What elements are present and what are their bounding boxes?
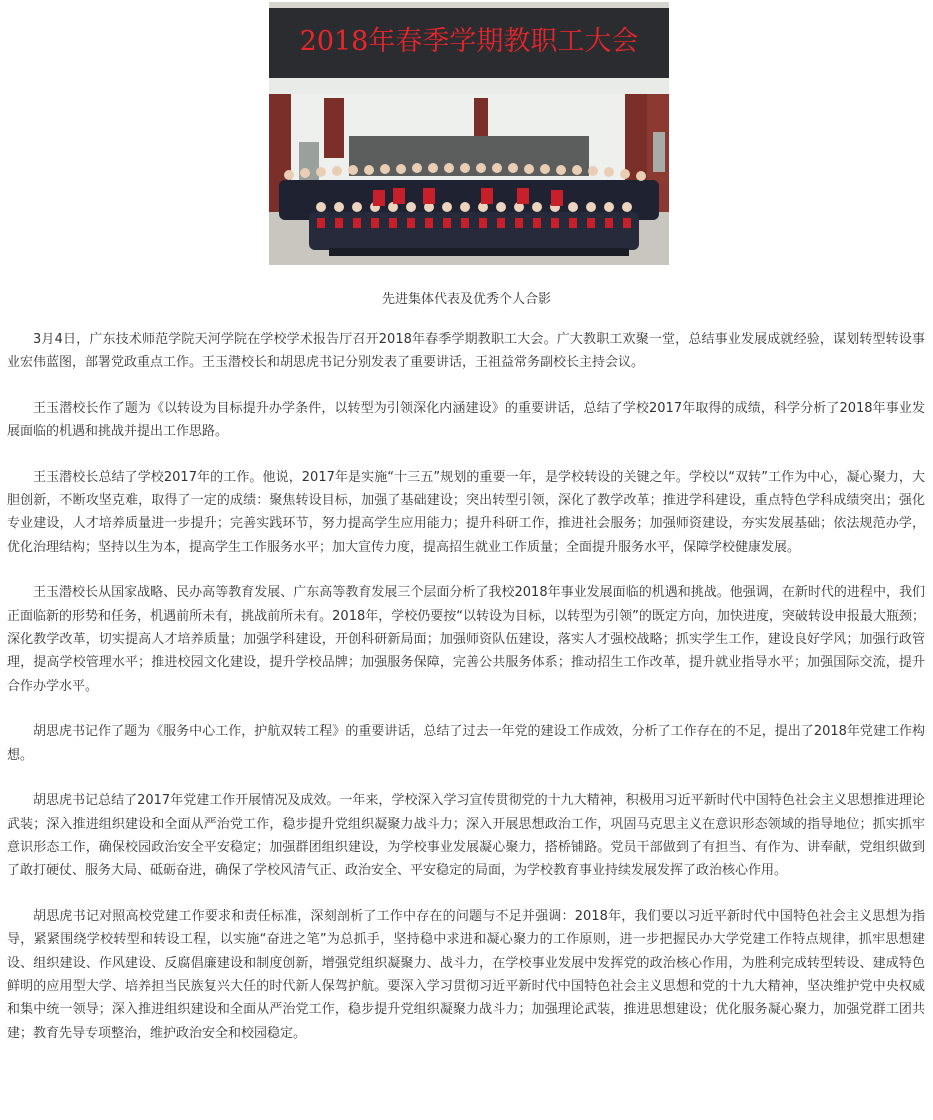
article-body	[7, 328, 925, 1067]
banner-text: 2018年春季学期教职工大会	[299, 26, 639, 57]
photo-caption: 先进集体代表及优秀个人合影	[381, 292, 551, 307]
paragraph: 胡思虎书记作了题为《服务中心工作，护航双转工程》的重要讲话，总结了过去一年党的建设工作成效，分析了工作存在的不足，提出了2018年党建工作构想。	[7, 724, 925, 763]
paragraph: 胡思虎书记对照高校党建工作要求和责任标准，深刻剖析了工作中存在的问题与不足并强调：2018年，我们要以习近平新时代中国特色社会主义思想为指导，紧紧围绕学校转型和转设工程，以实施“奋进之笔”为总抓手，坚持稳中求进和凝心聚力的工作原则，进一步把握民办大学党建工作特点规律，抓牢思想建设、组织建设、作风建设、反腐倡廉建设和制度创新，增强党组织凝聚力、战斗力，在学校事业发展中发挥党的政治核心作用，为胜利完成转型转设、建成特色鲜明的应用型大学、培养担当民族复兴大任的时代新人保驾护航。要深入学习贯彻习近平新时代中国特色社会主义思想和党的十九大精神，坚决维护党中央权威和集中统一领导；深入推进组织建设和全面从严治党工作，稳步提升党组织凝聚力战斗力；加强理论武装，推进思想建设；优化服务凝心聚力，加强党群工团共建；教育先导专项整治，维护政治安全和校园稳定。	[7, 908, 925, 1041]
group-photo	[269, 2, 669, 265]
paragraph: 3月4日，广东技术师范学院天河学院在学校学术报告厅召开2018年春季学期教职工大会。广大教职工欢聚一堂，总结事业发展成就经验，谋划转型转设事业宏伟蓝图，部署党政重点工作。王玉潜校长和胡思虎书记分别发表了重要讲话，王祖益常务副校长主持会议。	[7, 332, 925, 371]
group-photo-illustration	[269, 2, 669, 265]
paragraph: 王玉潜校长从国家战略、民办高等教育发展、广东高等教育发展三个层面分析了我校2018年事业发展面临的机遇和挑战。他强调，在新时代的进程中，我们正面临新的形势和任务，机遇前所未有，挑战前所未有。2018年，学校仍要按“以转设为目标，以转型为引领”的既定方向，加快进度，突破转设申报最大瓶颈；深化教学改革，切实提高人才培养质量；加强学科建设，开创科研新局面；加强师资队伍建设，落实人才强校战略；抓实学生工作，建设良好学风；加强行政管理，提高学校管理水平；推进校园文化建设，提升学校品牌；加强服务保障，完善公共服务体系；推动招生工作改革，提升就业指导水平；加强国际交流，提升合作办学水平。	[7, 585, 925, 694]
paragraph: 王玉潜校长作了题为《以转设为目标提升办学条件，以转型为引领深化内涵建设》的重要讲话，总结了学校2017年取得的成绩，科学分析了2018年事业发展面临的机遇和挑战并提出工作思路。	[7, 400, 925, 440]
paragraph: 胡思虎书记总结了2017年党建工作开展情况及成效。一年来，学校深入学习宣传贯彻党的十九大精神，积极用习近平新时代中国特色社会主义思想推进理论武装；深入推进组织建设和全面从严治党工作，稳步提升党组织凝聚力战斗力；深入开展思想政治工作，巩固马克思主义在意识形态领域的指导地位；抓实抓牢意识形态工作，确保校园政治安全平安稳定；加强群团组织建设，为学校事业发展凝心聚力，搭桥铺路。党员干部做到了有担当、有作为、讲奉献，党组织做到了敢打硬仗、服务大局、砥砺奋进，确保了学校风清气正、政治安全、平安稳定的局面，为学校教育事业持续发展发挥了政治核心作用。	[7, 793, 925, 879]
paragraph: 王玉潜校长总结了学校2017年的工作。他说，2017年是实施“十三五”规划的重要一年，是学校转设的关键之年。学校以“双转”工作为中心，凝心聚力，大胆创新，不断攻坚克难，取得了一定的成绩：聚焦转设目标，加强了基础建设；突出转型引领，深化了教学改革；推进学科建设，重点特色学科成绩突出；强化专业建设，人才培养质量进一步提升；完善实践环节，努力提高学生应用能力；提升科研工作，推进社会服务；加强师资建设，夯实发展基础；依法规范办学，优化治理结构；坚持以生为本，提高学生工作服务水平；加大宣传力度，提高招生就业工作质量；全面提升服务水平，保障学校健康发展。	[7, 469, 925, 555]
